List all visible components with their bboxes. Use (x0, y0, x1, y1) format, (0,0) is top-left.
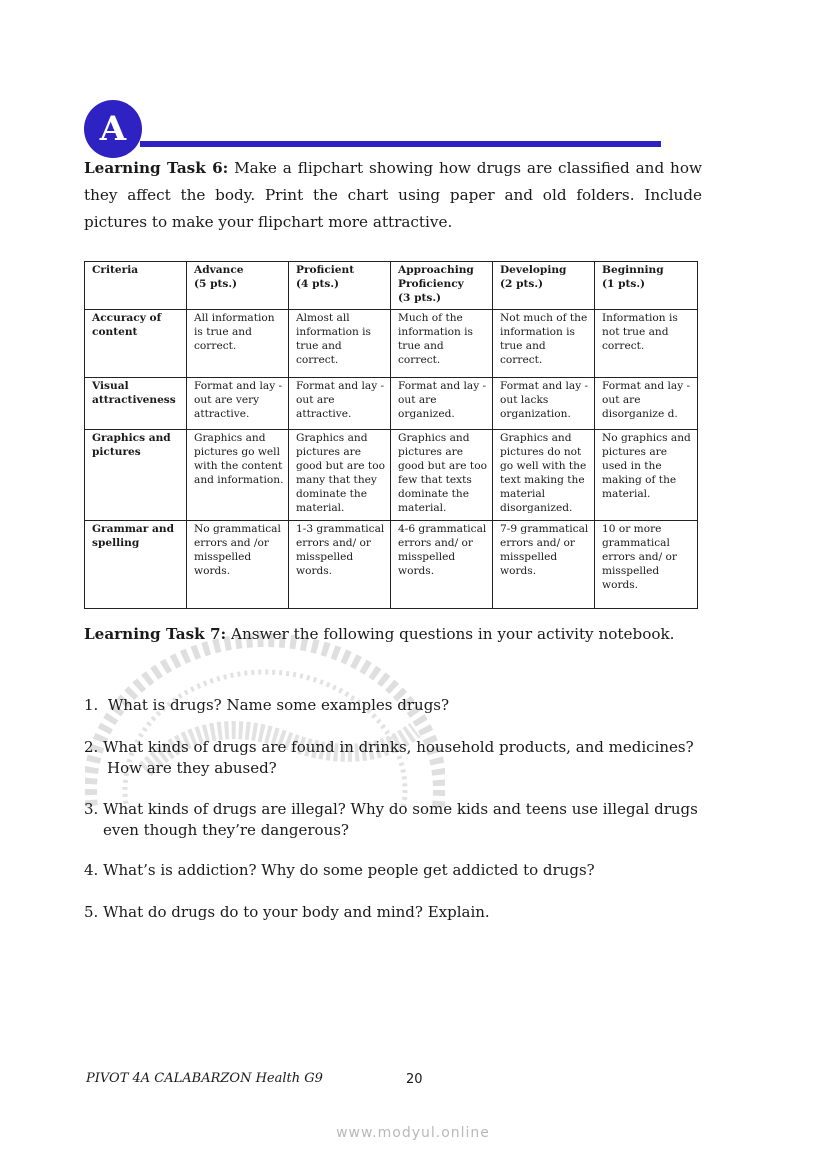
rubric-cell: Graphics and pictures are good but are too many that they dominate the material. (289, 430, 391, 521)
rubric-cell: 4-6 grammatical errors and/ or misspelled words. (391, 521, 493, 609)
rubric-cell: Not much of the information is true and correct. (493, 310, 595, 378)
question-3: 3. What kinds of drugs are illegal? Why do some kids and teens use illegal drugs even though they’re dangerous? (84, 800, 698, 839)
rubric-cell: No grammatical errors and /or misspelled words. (187, 521, 289, 609)
learning-task-7-label: Learning Task 7: (84, 625, 227, 643)
rubric-cell: No graphics and pictures are used in the making of the material. (595, 430, 698, 521)
rubric-cell: Graphics and pictures are good but are too few that texts dominate the material. (391, 430, 493, 521)
rubric-cell: Much of the information is true and correct. (391, 310, 493, 378)
rubric-header-criteria: Criteria (85, 262, 187, 310)
rubric-cell: 7-9 grammatical errors and/ or misspelled words. (493, 521, 595, 609)
rubric-cell: All information is true and correct. (187, 310, 289, 378)
rubric-cell: Information is not true and correct. (595, 310, 698, 378)
rubric-cell: 1-3 grammatical errors and/ or misspelled words. (289, 521, 391, 609)
footer-title: PIVOT 4A CALABARZON Health G9 (86, 1071, 323, 1086)
rubric-cell: Graphics and pictures do not go well with the text making the material disorganized. (493, 430, 595, 521)
question-1: 1. What is drugs? Name some examples drugs? (84, 696, 450, 714)
rubric-row-grammar (85, 521, 698, 609)
question-2: 2. What kinds of drugs are found in drinks, household products, and medicines? How are they abused? (84, 738, 694, 777)
rubric-table (84, 261, 698, 609)
rubric-cell: Format and lay -out lacks organization. (493, 378, 595, 430)
rubric-criterion: Graphics and pictures (85, 430, 187, 521)
question-4: 4. What’s is addiction? Why do some people get addicted to drugs? (84, 861, 595, 879)
rubric-header-proficient: Proficient (4 pts.) (289, 262, 391, 310)
rubric-cell: 10 or more grammatical errors and/ or misspelled words. (595, 521, 698, 609)
watermark-url: www.modyul.online (336, 1125, 490, 1141)
learning-task-6-text: Make a flipchart showing how drugs are classified and how they affect the body. Print the chart using paper and old folders. Include pictures to make your flipchart more attractive. (84, 159, 702, 231)
rubric-header-approaching: Approaching Proficiency (3 pts.) (391, 262, 493, 310)
rubric-cell: Format and lay -out are very attractive. (187, 378, 289, 430)
page-number: 20 (406, 1072, 423, 1087)
rubric-criterion: Grammar and spelling (85, 521, 187, 609)
learning-task-6 (84, 155, 702, 236)
section-header-bar (140, 141, 661, 147)
rubric-cell: Almost all information is true and correct. (289, 310, 391, 378)
rubric-header-beginning: Beginning (1 pts.) (595, 262, 698, 310)
rubric-header-row (85, 262, 698, 310)
rubric-criterion: Accuracy of content (85, 310, 187, 378)
rubric-cell: Format and lay -out are disorganize d. (595, 378, 698, 430)
rubric-row-visual (85, 378, 698, 430)
learning-task-6-label: Learning Task 6: (84, 159, 229, 177)
rubric-cell: Format and lay -out are attractive. (289, 378, 391, 430)
rubric-cell: Graphics and pictures go well with the content and information. (187, 430, 289, 521)
rubric-row-accuracy (85, 310, 698, 378)
section-badge: A (84, 100, 142, 158)
rubric-cell: Format and lay -out are organized. (391, 378, 493, 430)
rubric-criterion: Visual attractiveness (85, 378, 187, 430)
rubric-header-developing: Developing (2 pts.) (493, 262, 595, 310)
question-5: 5. What do drugs do to your body and mind? Explain. (84, 903, 490, 921)
learning-task-7-text: Answer the following questions in your activity notebook. (226, 625, 675, 643)
rubric-row-graphics (85, 430, 698, 521)
learning-task-7 (84, 621, 702, 648)
rubric-header-advance: Advance (5 pts.) (187, 262, 289, 310)
